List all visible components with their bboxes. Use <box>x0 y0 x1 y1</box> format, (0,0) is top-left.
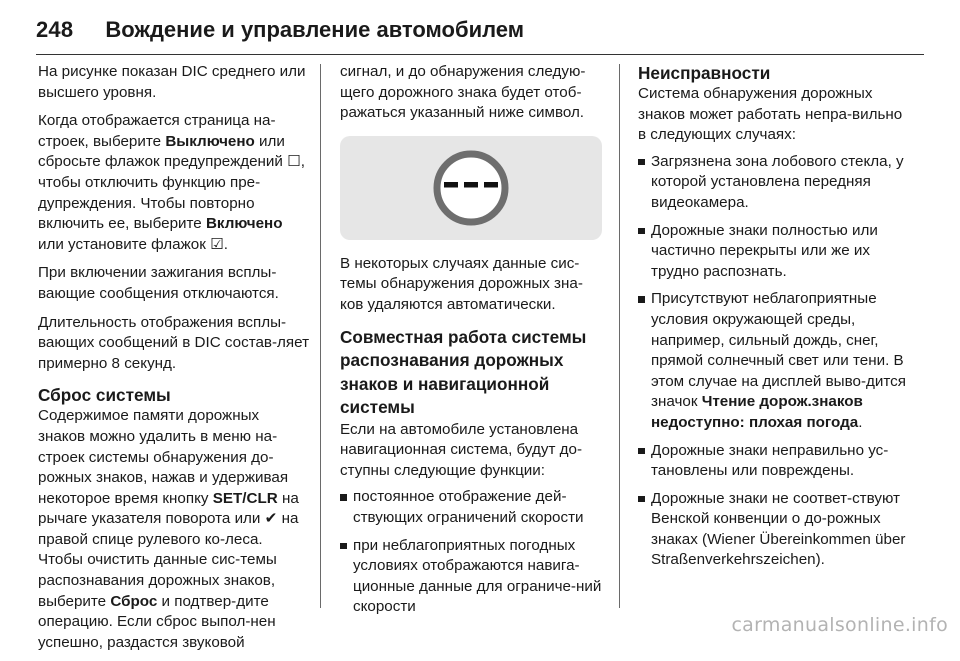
header-divider <box>36 54 924 55</box>
text: Когда отображается страница на‐строек, выберите <box>38 112 276 150</box>
paragraph: сигнал, и до обнаружения следую‐щего дорожного знака будет отоб‐ражаться указанный ниже символ. <box>340 63 586 122</box>
text: Присутствуют неблагоприятные условия окружающей среды, например, сильный дождь, снег, прямой солнечный свет или тени. В этом случае на дисплей выво‐дится значок <box>651 290 906 411</box>
list-item: при неблагоприятных погодных условиях отображаются навига‐ционные данные для ограниче‐ний скорости <box>340 536 606 618</box>
list-item <box>638 289 908 433</box>
road-sign-unavailable-icon <box>424 145 518 231</box>
paragraph: На рисунке показан DIC среднего или высшего уровня. <box>38 63 306 101</box>
paragraph: Длительность отображения всплы‐вающих сообщений в DIC состав‐ляет примерно 8 секунд. <box>38 313 310 372</box>
column-1 <box>38 62 310 661</box>
figure-road-sign-symbol <box>340 136 602 240</box>
list-item: Загрязнена зона лобового стекла, у которой установлена передняя видеокамера. <box>638 152 908 214</box>
paragraph <box>38 111 310 255</box>
paragraph: Система обнаружения дорожных знаков может работать непра‐вильно в следующих случаях: <box>638 85 903 144</box>
text: и подтвер‐дите операцию. Если сброс выпол‐нен успешно, раздастся звуковой <box>38 592 276 651</box>
menu-option-reset: Сброс <box>110 592 158 610</box>
text: или установите флажок ☑. <box>38 235 228 253</box>
page-number: 248 <box>36 17 74 42</box>
text: Содержимое памяти дорожных знаков можно удалить в меню на‐строек системы обнаружения до‐рожных знаков, нажав и удерживая некоторое время кнопку <box>38 407 289 507</box>
list-item: Дорожные знаки полностью или частично перекрыты или же их трудно распознать. <box>638 221 908 283</box>
display-message: Чтение дорож.знаков недоступно: плохая погода <box>651 393 863 431</box>
text: на рычаге указателя поворота или ✔ на правой спице рулевого ко‐леса. Чтобы очистить данные сис‐темы распознавания дорожных знаков, выберите <box>38 489 299 610</box>
watermark: carmanualsonline.info <box>731 614 948 636</box>
page-header <box>36 12 524 48</box>
list-item: постоянное отображение дей‐ствующих ограничений скорости <box>340 487 606 528</box>
text: . <box>858 413 863 431</box>
menu-option-on: Включено <box>205 215 283 233</box>
section-heading-reset: Сброс системы <box>38 385 171 406</box>
fault-list <box>638 152 908 571</box>
menu-option-off: Выключено <box>165 132 255 150</box>
column-2 <box>340 62 606 625</box>
paragraph: Если на автомобиле установлена навигационная система, будут до‐ступны следующие функции: <box>340 420 583 479</box>
paragraph <box>38 406 310 653</box>
button-label-set-clr: SET/CLR <box>212 489 278 507</box>
column-divider-2 <box>619 64 620 608</box>
section-heading-navigation: Совместная работа системы распознавания дорожных знаков и навигационной системы <box>340 326 587 418</box>
section-heading-faults: Неисправности <box>638 63 771 83</box>
list-item: Дорожные знаки не соответ‐ствуют Венской конвенции о до‐рожных знаках (Wiener Übereinkommen über Straßenverkehrszeichen). <box>638 489 908 571</box>
column-3 <box>638 62 908 578</box>
chapter-title: Вождение и управление автомобилем <box>105 17 524 42</box>
column-divider-1 <box>320 64 321 608</box>
list-item: Дорожные знаки неправильно ус‐тановлены или повреждены. <box>638 441 908 482</box>
paragraph: В некоторых случаях данные сис‐темы обнаружения дорожных зна‐ков удаляются автоматически. <box>340 254 583 313</box>
text: или сбросьте флажок предупреждений ☐, чтобы отключить функцию пре‐дупреждения. Чтобы повторно включить ее, выберите <box>38 132 305 233</box>
feature-list <box>340 487 606 618</box>
paragraph: При включении зажигания всплы‐вающие сообщения отключаются. <box>38 264 279 302</box>
